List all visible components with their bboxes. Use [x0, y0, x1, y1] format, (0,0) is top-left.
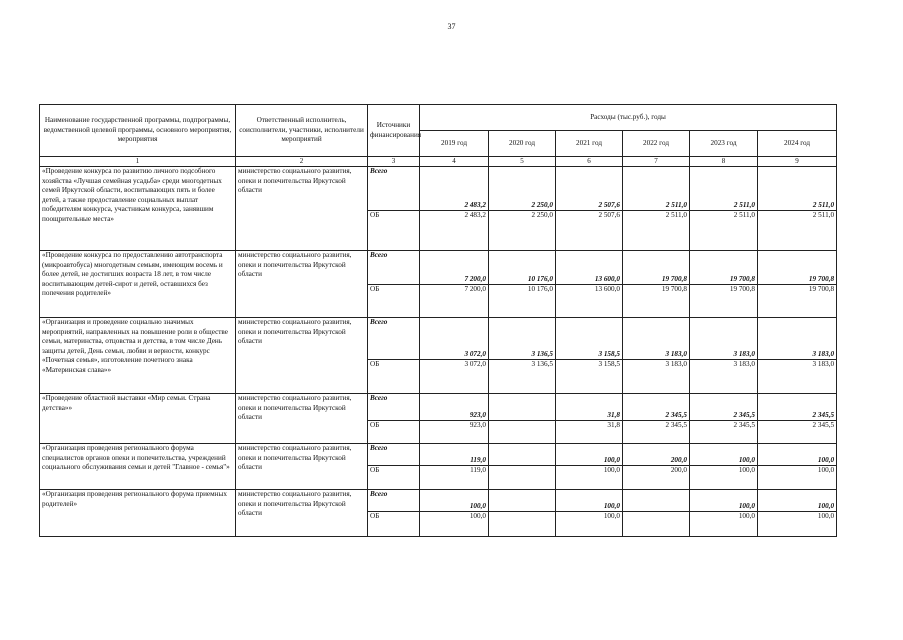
value-ob: 100,0	[420, 512, 489, 537]
value-total: 3 158,5	[556, 318, 623, 360]
source-ob: ОБ	[368, 466, 420, 490]
value-ob: 2 345,5	[758, 421, 837, 444]
value-total: 13 600,0	[556, 251, 623, 285]
value-total: 7 200,0	[420, 251, 489, 285]
source-ob: ОБ	[368, 285, 420, 318]
value-ob: 2 345,5	[623, 421, 690, 444]
value-ob: 19 700,8	[690, 285, 758, 318]
responsible-executor: министерство социального развития, опеки и попечительства Иркутской области	[236, 394, 368, 444]
source-total: Всего	[368, 490, 420, 512]
value-total: 2 345,5	[758, 394, 837, 421]
measure-name: «Проведение областной выставки «Мир семьи. Страна детства»»	[40, 394, 236, 444]
source-ob: ОБ	[368, 211, 420, 251]
value-ob	[489, 421, 556, 444]
value-total: 3 183,0	[690, 318, 758, 360]
value-ob: 3 072,0	[420, 360, 489, 394]
measure-name: «Организация проведения регионального форума специалистов органов опеки и попечительства, учреждений социального обслуживания семьи и детей "Главное - семья"»	[40, 444, 236, 490]
header-year: 2024 год	[758, 131, 837, 157]
value-ob: 100,0	[556, 512, 623, 537]
value-total: 3 183,0	[623, 318, 690, 360]
value-total: 923,0	[420, 394, 489, 421]
responsible-executor: министерство социального развития, опеки и попечительства Иркутской области	[236, 490, 368, 537]
value-ob: 7 200,0	[420, 285, 489, 318]
value-total: 100,0	[690, 490, 758, 512]
source-total: Всего	[368, 318, 420, 360]
value-ob: 100,0	[690, 512, 758, 537]
value-ob: 19 700,8	[758, 285, 837, 318]
table-row	[40, 318, 837, 360]
header-year: 2021 год	[556, 131, 623, 157]
value-ob: 3 183,0	[690, 360, 758, 394]
value-ob: 2 250,0	[489, 211, 556, 251]
column-number: 4	[420, 157, 489, 167]
value-ob: 100,0	[556, 466, 623, 490]
source-total: Всего	[368, 394, 420, 421]
value-total: 100,0	[556, 490, 623, 512]
value-ob: 2 511,0	[758, 211, 837, 251]
column-number: 2	[236, 157, 368, 167]
value-ob: 119,0	[420, 466, 489, 490]
value-total: 2 483,2	[420, 167, 489, 211]
source-ob: ОБ	[368, 512, 420, 537]
value-ob: 3 183,0	[758, 360, 837, 394]
table-row	[40, 167, 837, 211]
value-total	[623, 490, 690, 512]
header-name: Наименование государственной программы, подпрограммы, ведомственной целевой программы, основного мероприятия, мероприятия	[40, 105, 236, 157]
header-expenses: Расходы (тыс.руб.), годы	[420, 105, 837, 131]
value-total: 19 700,8	[758, 251, 837, 285]
column-number: 9	[758, 157, 837, 167]
table-row	[40, 490, 837, 512]
responsible-executor: министерство социального развития, опеки и попечительства Иркутской области	[236, 167, 368, 251]
measure-name: «Организация и проведение социально значимых мероприятий, направленных на повышение роли в обществе семьи, материнства, отцовства и детства, в том числе День защиты детей, День семьи, любви и верности, конкурс «Почетная семья», изготовление почетного знака «Материнская слава»»	[40, 318, 236, 394]
header-year: 2023 год	[690, 131, 758, 157]
header-year: 2022 год	[623, 131, 690, 157]
value-ob: 10 176,0	[489, 285, 556, 318]
value-ob	[489, 512, 556, 537]
table-row	[40, 444, 837, 466]
responsible-executor: министерство социального развития, опеки и попечительства Иркутской области	[236, 251, 368, 318]
header-year: 2019 год	[420, 131, 489, 157]
header-year: 2020 год	[489, 131, 556, 157]
value-ob: 923,0	[420, 421, 489, 444]
measure-name: «Проведение конкурса по развитию личного подсобного хозяйства «Лучшая семейная усадьба» среди многодетных семей Иркутской области, воспитывающих пять и более детей, а также предоставление социальных выплат победителям конкурса, участникам конкурса, занявшим поощрительные места»	[40, 167, 236, 251]
value-total: 2 345,5	[690, 394, 758, 421]
value-ob: 13 600,0	[556, 285, 623, 318]
value-total: 100,0	[690, 444, 758, 466]
value-total: 19 700,8	[690, 251, 758, 285]
value-ob: 100,0	[690, 466, 758, 490]
column-number: 6	[556, 157, 623, 167]
value-total: 10 176,0	[489, 251, 556, 285]
column-number: 5	[489, 157, 556, 167]
value-ob: 2 511,0	[690, 211, 758, 251]
source-ob: ОБ	[368, 360, 420, 394]
page-number: 37	[447, 22, 456, 31]
value-ob: 200,0	[623, 466, 690, 490]
expenditure-table	[39, 104, 837, 537]
value-ob: 100,0	[758, 512, 837, 537]
value-total: 2 511,0	[690, 167, 758, 211]
value-total: 100,0	[556, 444, 623, 466]
value-total	[489, 444, 556, 466]
header-sources: Источники финансирования	[368, 105, 420, 157]
value-total: 100,0	[758, 490, 837, 512]
value-ob: 31,8	[556, 421, 623, 444]
column-number: 3	[368, 157, 420, 167]
value-total: 31,8	[556, 394, 623, 421]
value-total	[489, 394, 556, 421]
source-total: Всего	[368, 251, 420, 285]
value-total: 19 700,8	[623, 251, 690, 285]
value-total: 3 072,0	[420, 318, 489, 360]
value-ob	[489, 466, 556, 490]
value-total: 200,0	[623, 444, 690, 466]
measure-name: «Проведение конкурса по предоставлению автотранспорта (микроавтобуса) многодетным семьям, имеющим восемь и более детей, не достигших возраста 18 лет, в том числе воспитывающим детей-сирот и детей, оставшихся без попечения родителей»	[40, 251, 236, 318]
value-ob: 3 136,5	[489, 360, 556, 394]
value-total: 2 511,0	[623, 167, 690, 211]
value-ob: 100,0	[758, 466, 837, 490]
header-responsible: Ответственный исполнитель, соисполнители, участники, исполнители мероприятий	[236, 105, 368, 157]
value-ob: 2 345,5	[690, 421, 758, 444]
table-row	[40, 251, 837, 285]
column-number: 8	[690, 157, 758, 167]
responsible-executor: министерство социального развития, опеки и попечительства Иркутской области	[236, 318, 368, 394]
value-total: 2 250,0	[489, 167, 556, 211]
value-ob: 3 158,5	[556, 360, 623, 394]
value-total: 3 136,5	[489, 318, 556, 360]
measure-name: «Организация проведения регионального форума приемных родителей»	[40, 490, 236, 537]
table-row	[40, 394, 837, 421]
value-ob: 2 507,6	[556, 211, 623, 251]
value-total: 119,0	[420, 444, 489, 466]
value-total: 2 511,0	[758, 167, 837, 211]
value-total: 3 183,0	[758, 318, 837, 360]
source-ob: ОБ	[368, 421, 420, 444]
value-total: 100,0	[758, 444, 837, 466]
source-total: Всего	[368, 444, 420, 466]
source-total: Всего	[368, 167, 420, 211]
responsible-executor: министерство социального развития, опеки и попечительства Иркутской области	[236, 444, 368, 490]
column-number: 7	[623, 157, 690, 167]
value-ob: 2 483,2	[420, 211, 489, 251]
value-total	[489, 490, 556, 512]
column-number: 1	[40, 157, 236, 167]
value-total: 2 345,5	[623, 394, 690, 421]
value-ob	[623, 512, 690, 537]
value-ob: 3 183,0	[623, 360, 690, 394]
value-total: 2 507,6	[556, 167, 623, 211]
value-ob: 2 511,0	[623, 211, 690, 251]
value-ob: 19 700,8	[623, 285, 690, 318]
value-total: 100,0	[420, 490, 489, 512]
